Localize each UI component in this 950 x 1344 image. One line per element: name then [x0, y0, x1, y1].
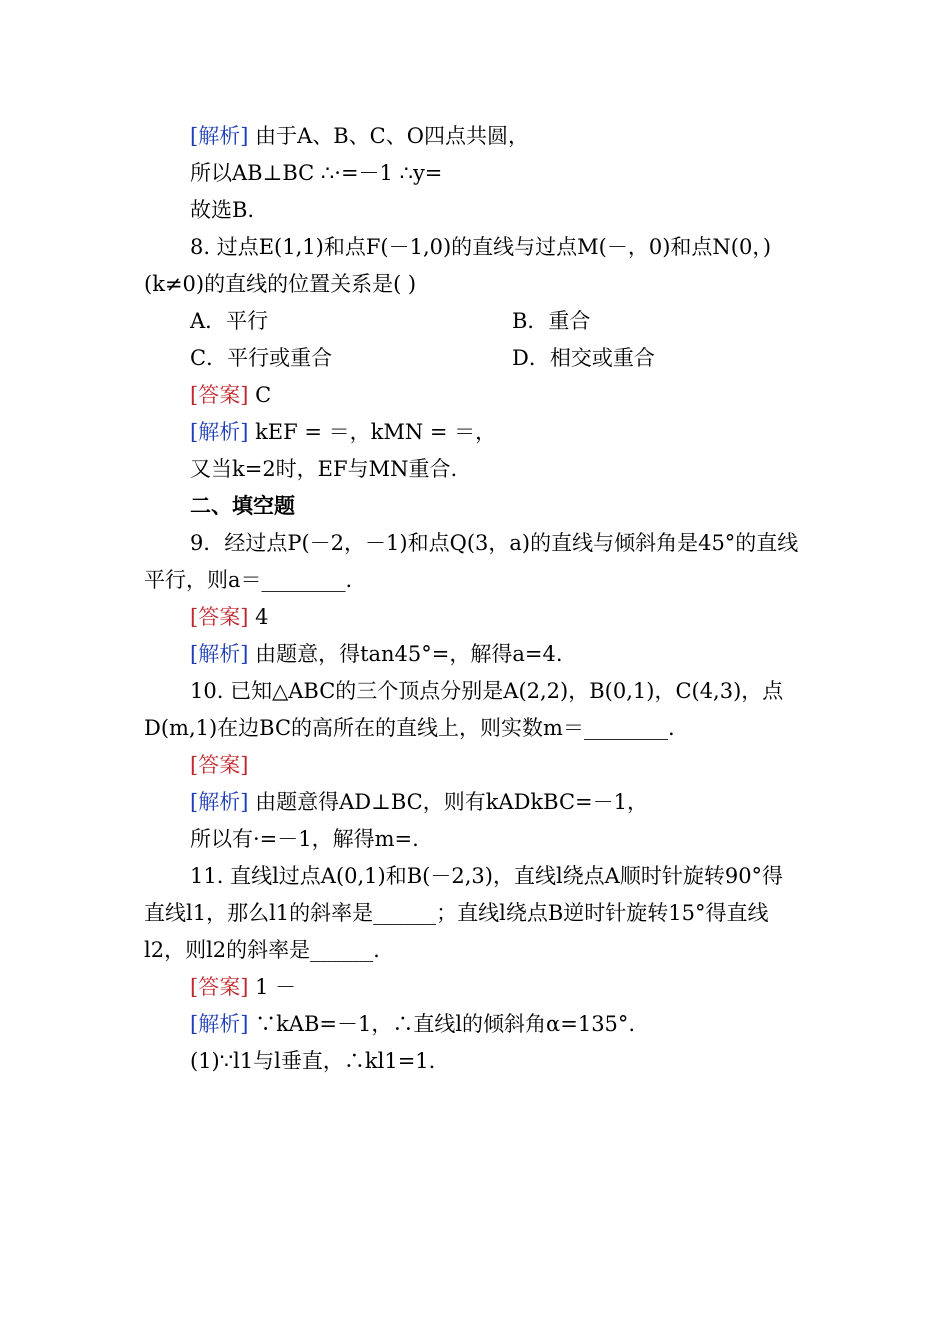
analysis-label: [解析] — [190, 124, 249, 148]
option-d: D．相交或重合 — [512, 346, 655, 370]
answer-label: [答案] — [190, 605, 249, 629]
analysis-10 — [190, 787, 854, 817]
line-text: kEF = ＝，kMN = ＝， — [248, 420, 497, 444]
analysis-label: [解析] — [190, 420, 249, 444]
option-b: B．重合 — [512, 309, 591, 333]
line-3: 故选B. — [190, 198, 255, 222]
section-heading: 二、填空题 — [190, 493, 295, 518]
line-text: ∵kAB=－1，∴直线l的倾斜角α=135°. — [248, 1012, 636, 1036]
analysis-8 — [190, 417, 854, 447]
analysis-label: [解析] — [190, 790, 249, 814]
line-2: 所以AB⊥BC ∴·=－1 ∴y= — [190, 161, 443, 185]
analysis-11 — [190, 1009, 854, 1039]
question-11-line-2: 直线l1，那么l1的斜率是______；直线l绕点B逆时针旋转15°得直线 — [144, 901, 769, 925]
line-text: 由于A、B、C、O四点共圆， — [248, 124, 529, 148]
question-11-line-3: l2，则l2的斜率是______. — [144, 938, 380, 962]
line-20: 所以有·=－1，解得m=. — [190, 827, 419, 851]
answer-9 — [190, 602, 854, 632]
answer-8 — [190, 380, 854, 410]
option-a: A．平行 — [190, 309, 269, 333]
question-9-line-1: 9．经过点P(－2，－1)和点Q(3，a)的直线与倾斜角是45°的直线 — [190, 531, 799, 555]
question-8-line-1: 8. 过点E(1,1)和点F(－1,0)的直线与过点M(－，0)和点N(0，) — [190, 235, 772, 259]
line-26: (1)∵l1与l垂直，∴kl1=1. — [190, 1049, 436, 1073]
line-10: 又当k=2时，EF与MN重合. — [190, 457, 458, 481]
analysis-label: [解析] — [190, 642, 249, 666]
answer-label: [答案] — [190, 383, 249, 407]
option-c: C．平行或重合 — [190, 346, 333, 370]
question-10-line-2: D(m,1)在边BC的高所在的直线上，则实数m＝________. — [144, 716, 675, 740]
answer-label: [答案] — [190, 753, 249, 777]
answer-11 — [190, 972, 854, 1002]
line-text: 4 — [248, 605, 269, 629]
analysis-9 — [190, 639, 854, 669]
line-text: 1 － — [248, 975, 297, 999]
answer-label: [答案] — [190, 975, 249, 999]
question-11-line-1: 11. 直线l过点A(0,1)和B(－2,3)，直线l绕点A顺时针旋转90°得 — [190, 864, 784, 888]
question-9-line-2: 平行，则a＝________. — [144, 568, 353, 592]
analysis-label: [解析] — [190, 1012, 249, 1036]
question-8-line-2: (k≠0)的直线的位置关系是( ) — [144, 272, 417, 296]
line-1 — [190, 121, 854, 151]
line-text: 由题意得AD⊥BC，则有kADkBC=－1， — [248, 790, 649, 814]
line-text: 由题意，得tan45°=，解得a=4. — [248, 642, 563, 666]
answer-10 — [190, 750, 854, 780]
line-text: C — [248, 383, 272, 407]
question-10-line-1: 10. 已知△ABC的三个顶点分别是A(2,2)，B(0,1)，C(4,3)，点 — [190, 679, 784, 703]
